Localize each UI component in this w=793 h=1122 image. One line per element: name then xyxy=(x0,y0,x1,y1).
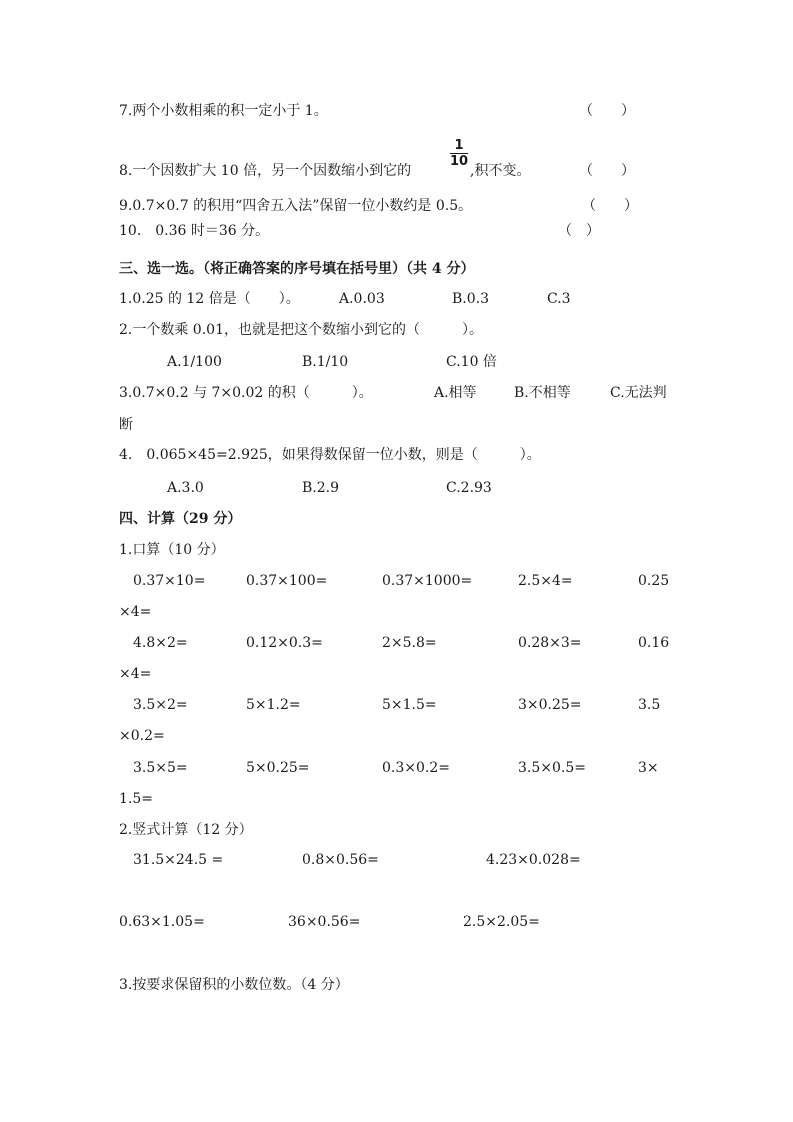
vertical-calc-title: 2.竖式计算（12 分） xyxy=(119,822,253,838)
answer-bracket-10: （ ） xyxy=(558,223,600,239)
oral-item: 3.5 xyxy=(638,697,661,713)
oral-item: 5×0.25= xyxy=(246,760,310,776)
fraction-numerator: 1 xyxy=(454,138,464,153)
answer-bracket-8: （ ） xyxy=(579,163,635,179)
section-3-title: 三、选一选。（将正确答案的序号填在括号里）（共 4 分） xyxy=(119,261,475,277)
oral-item: 3× xyxy=(638,760,659,776)
vertical-item: 4.23×0.028= xyxy=(486,852,581,868)
question-7: 7.两个小数相乘的积一定小于 1。 xyxy=(119,103,328,119)
oral-item: 0.37×100= xyxy=(246,573,328,589)
choice-1-option-a: A.0.03 xyxy=(339,291,385,307)
oral-item: 3.5×2= xyxy=(133,697,188,713)
vertical-item: 36×0.56= xyxy=(288,914,361,930)
choice-1-option-b: B.0.3 xyxy=(452,291,490,307)
choice-4-option-a: A.3.0 xyxy=(167,480,204,496)
choice-3-option-b: B.不相等 xyxy=(514,385,571,401)
choice-3-option-c: C.无法判 xyxy=(610,385,667,401)
choice-question-3: 3.0.7×0.2 与 7×0.02 的积（ ）。 xyxy=(119,385,373,401)
section-4-title: 四、计算（29 分） xyxy=(119,511,242,527)
oral-item: 3.5×5= xyxy=(133,760,188,776)
choice-3-option-a: A.相等 xyxy=(434,385,477,401)
oral-item: 5×1.2= xyxy=(246,697,301,713)
rounding-title: 3.按要求保留积的小数位数。（4 分） xyxy=(119,977,349,993)
oral-item-wrap: ×0.2= xyxy=(119,728,165,744)
choice-question-4: 4. 0.065×45=2.925，如果得数保留一位小数，则是（ ）。 xyxy=(119,447,541,463)
oral-item-wrap: ×4= xyxy=(119,666,152,682)
choice-1-option-c: C.3 xyxy=(547,291,571,307)
answer-bracket-7: （ ） xyxy=(579,103,635,119)
vertical-item: 0.8×0.56= xyxy=(302,852,379,868)
choice-2-option-c: C.10 倍 xyxy=(446,354,497,370)
oral-item: 5×1.5= xyxy=(382,697,437,713)
oral-item: 0.28×3= xyxy=(518,635,582,651)
oral-item: 0.37×1000= xyxy=(382,573,473,589)
question-10: 10. 0.36 时＝36 分。 xyxy=(119,223,270,239)
oral-item: 4.8×2= xyxy=(133,635,188,651)
choice-2-option-a: A.1/100 xyxy=(167,354,222,370)
choice-3-wrap: 断 xyxy=(119,417,133,433)
oral-item: 3×0.25= xyxy=(518,697,582,713)
fraction-one-tenth xyxy=(449,138,469,169)
answer-bracket-9: （ ） xyxy=(582,198,638,214)
oral-item-wrap: 1.5= xyxy=(119,791,153,807)
question-8: 8.一个因数扩大 10 倍，另一个因数缩小到它的 xyxy=(119,163,412,179)
choice-question-2: 2.一个数乘 0.01，也就是把这个数缩小到它的（ ）。 xyxy=(119,322,483,338)
oral-item: 0.12×0.3= xyxy=(246,635,323,651)
choice-2-option-b: B.1/10 xyxy=(302,354,349,370)
question-9: 9.0.7×0.7 的积用“四舍五入法”保留一位小数约是 0.5。 xyxy=(119,198,473,214)
oral-item: 0.16 xyxy=(638,635,670,651)
vertical-item: 0.63×1.05= xyxy=(119,914,205,930)
choice-question-1: 1.0.25 的 12 倍是（ ）。 xyxy=(119,291,300,307)
oral-item-wrap: ×4= xyxy=(119,604,152,620)
oral-calc-title: 1.口算（10 分） xyxy=(119,542,225,558)
question-8-tail: ,积不变。 xyxy=(470,163,531,179)
vertical-item: 2.5×2.05= xyxy=(463,914,540,930)
oral-item: 3.5×0.5= xyxy=(518,760,586,776)
vertical-item: 31.5×24.5 = xyxy=(133,852,224,868)
fraction-denominator: 10 xyxy=(449,154,469,169)
oral-item: 0.3×0.2= xyxy=(382,760,450,776)
oral-item: 2.5×4= xyxy=(518,573,573,589)
oral-item: 0.37×10= xyxy=(133,573,206,589)
oral-item: 2×5.8= xyxy=(382,635,437,651)
choice-4-option-b: B.2.9 xyxy=(302,480,340,496)
oral-item: 0.25 xyxy=(638,573,670,589)
choice-4-option-c: C.2.93 xyxy=(446,480,492,496)
